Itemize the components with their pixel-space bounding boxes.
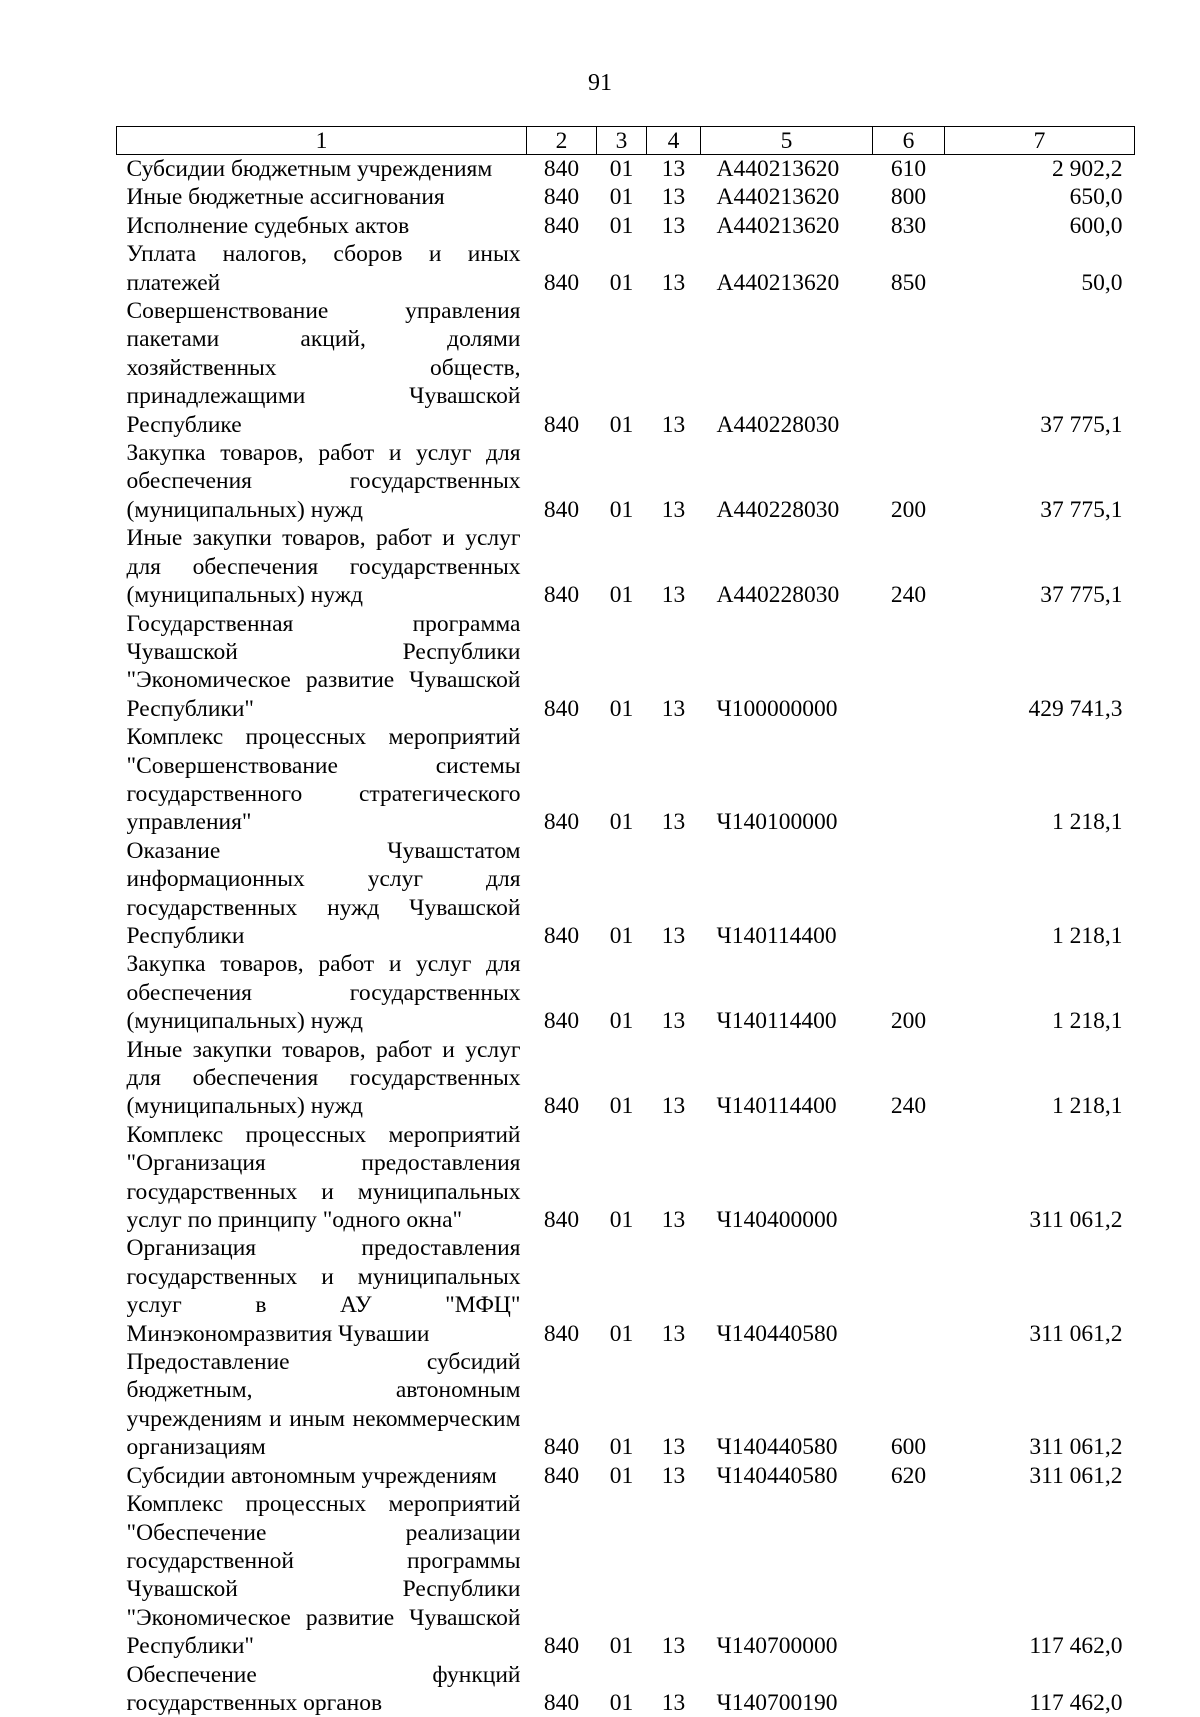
amount: 117 462,0 (1029, 1689, 1123, 1716)
expense-type-code: 240 (890, 582, 927, 609)
expense-type-code: 600 (890, 1434, 927, 1461)
target-article-code: А440228030 (716, 411, 840, 438)
subsection-code: 13 (661, 184, 686, 211)
ministry-code: 840 (543, 1633, 580, 1660)
target-article-code: А440213620 (716, 212, 840, 239)
amount: 37 775,1 (1040, 496, 1123, 523)
target-article-code: А440228030 (716, 582, 840, 609)
table-row (117, 1490, 1135, 1660)
section-code: 01 (609, 156, 634, 182)
target-article-code: А440213620 (716, 269, 840, 296)
subsection-code: 13 (661, 269, 686, 296)
column-header: 4 (647, 127, 701, 155)
expense-type-code: 200 (890, 496, 927, 523)
amount: 650,0 (1069, 184, 1123, 211)
ministry-code: 840 (543, 695, 580, 722)
subsection-code: 13 (661, 411, 686, 438)
subsection-code: 13 (661, 212, 686, 239)
table-row (117, 723, 1135, 837)
section-code: 01 (609, 809, 634, 836)
ministry-code: 840 (543, 156, 580, 182)
subsection-code: 13 (661, 1207, 686, 1234)
section-code: 01 (609, 1093, 634, 1120)
target-article-code: Ч140700190 (716, 1689, 838, 1716)
target-article-code: Ч140440580 (716, 1434, 838, 1461)
amount: 37 775,1 (1040, 582, 1123, 609)
ministry-code: 840 (543, 411, 580, 438)
ministry-code: 840 (543, 1462, 580, 1489)
subsection-code: 13 (661, 582, 686, 609)
row-name: Организация предоставления государственных и муниципальных услуг в АУ "МФЦ" Минэкономразвития Чувашии (126, 1235, 521, 1347)
expense-type-code (873, 1121, 945, 1235)
section-code: 01 (609, 1434, 634, 1461)
budget-table (116, 126, 1135, 1717)
target-article-code: Ч100000000 (716, 695, 838, 722)
subsection-code: 13 (661, 809, 686, 836)
ministry-code: 840 (543, 582, 580, 609)
ministry-code: 840 (543, 1207, 580, 1234)
section-code: 01 (609, 1633, 634, 1660)
ministry-code: 840 (543, 1434, 580, 1461)
expense-type-code (873, 837, 945, 951)
expense-type-code (873, 1490, 945, 1660)
row-name: Уплата налогов, сборов и иных платежей (126, 241, 521, 296)
ministry-code: 840 (543, 922, 580, 949)
expense-type-code: 850 (890, 269, 927, 296)
target-article-code: Ч140700000 (716, 1633, 838, 1660)
amount: 2 902,2 (1052, 156, 1123, 182)
table-row (117, 1462, 1135, 1490)
target-article-code: Ч140114400 (716, 1008, 837, 1035)
row-name: Комплекс процессных мероприятий "Обеспечение реализации государственной программы Чувашской Республики "Экономическое развитие Чувашской Республики" (126, 1491, 521, 1660)
row-name: Совершенствование управления пакетами акций, долями хозяйственных обществ, принадлежащими Чувашской Республике (126, 298, 521, 438)
amount: 1 218,1 (1052, 1008, 1123, 1035)
header-row (117, 127, 1135, 155)
subsection-code: 13 (661, 1633, 686, 1660)
row-name: Иные бюджетные ассигнования (126, 184, 445, 211)
page-number: 91 (588, 70, 612, 96)
expense-type-code: 610 (890, 156, 927, 182)
section-code: 01 (609, 1462, 634, 1489)
column-header: 1 (117, 127, 527, 155)
subsection-code: 13 (661, 922, 686, 949)
subsection-code: 13 (661, 156, 686, 182)
ministry-code: 840 (543, 809, 580, 836)
table-row (117, 1234, 1135, 1348)
ministry-code: 840 (543, 1320, 580, 1347)
amount: 311 061,2 (1029, 1434, 1123, 1461)
row-name: Субсидии бюджетным учреждениям (126, 156, 493, 182)
expense-type-code (873, 610, 945, 724)
row-name: Исполнение судебных актов (126, 212, 410, 239)
section-code: 01 (609, 1320, 634, 1347)
column-header: 6 (873, 127, 945, 155)
row-name: Предоставление субсидий бюджетным, автономным учреждениям и иным некоммерческим организациям (126, 1349, 521, 1461)
column-header: 3 (597, 127, 647, 155)
target-article-code: Ч140114400 (716, 1093, 837, 1120)
expense-type-code (873, 297, 945, 439)
row-name: Обеспечение функций государственных органов (126, 1661, 521, 1716)
expense-type-code (873, 1661, 945, 1717)
table-row (117, 1121, 1135, 1235)
section-code: 01 (609, 269, 634, 296)
amount: 1 218,1 (1052, 922, 1123, 949)
table-row (117, 297, 1135, 439)
amount: 1 218,1 (1052, 809, 1123, 836)
column-header: 5 (701, 127, 873, 155)
table-row (117, 524, 1135, 609)
table-row (117, 610, 1135, 724)
target-article-code: Ч140400000 (716, 1207, 838, 1234)
amount: 117 462,0 (1029, 1633, 1123, 1660)
expense-type-code: 800 (890, 184, 927, 211)
ministry-code: 840 (543, 496, 580, 523)
section-code: 01 (609, 1689, 634, 1716)
target-article-code: Ч140114400 (716, 922, 837, 949)
row-name: Закупка товаров, работ и услуг для обеспечения государственных (муниципальных) нужд (126, 440, 521, 523)
table-row (117, 1661, 1135, 1717)
section-code: 01 (609, 212, 634, 239)
amount: 311 061,2 (1029, 1462, 1123, 1489)
section-code: 01 (609, 1008, 634, 1035)
section-code: 01 (609, 184, 634, 211)
row-name: Закупка товаров, работ и услуг для обеспечения государственных (муниципальных) нужд (126, 951, 521, 1035)
table-row (117, 240, 1135, 297)
row-name: Оказание Чувашстатом информационных услуг для государственных нужд Чувашской Республики (126, 837, 521, 949)
section-code: 01 (609, 1207, 634, 1234)
ministry-code: 840 (543, 1093, 580, 1120)
target-article-code: Ч140440580 (716, 1462, 838, 1489)
expense-type-code (873, 1234, 945, 1348)
row-name: Иные закупки товаров, работ и услуг для обеспечения государственных (муниципальных) нужд (126, 525, 521, 609)
expense-type-code (873, 723, 945, 837)
subsection-code: 13 (661, 1462, 686, 1489)
table-row (117, 837, 1135, 951)
table-row (117, 439, 1135, 524)
amount: 600,0 (1069, 212, 1123, 239)
target-article-code: А440228030 (716, 496, 840, 523)
column-header: 7 (945, 127, 1135, 155)
ministry-code: 840 (543, 1689, 580, 1716)
row-name: Субсидии автономным учреждениям (126, 1462, 497, 1489)
subsection-code: 13 (661, 1093, 686, 1120)
ministry-code: 840 (543, 269, 580, 296)
amount: 50,0 (1081, 269, 1123, 296)
expense-type-code: 200 (890, 1008, 927, 1035)
amount: 311 061,2 (1029, 1320, 1123, 1347)
table-row (117, 183, 1135, 211)
subsection-code: 13 (661, 1320, 686, 1347)
target-article-code: А440213620 (716, 156, 840, 182)
subsection-code: 13 (661, 695, 686, 722)
subsection-code: 13 (661, 1689, 686, 1716)
amount: 1 218,1 (1052, 1093, 1123, 1120)
section-code: 01 (609, 411, 634, 438)
row-name: Государственная программа Чувашской Республики "Экономическое развитие Чувашской Республики" (126, 610, 521, 722)
expense-type-code: 240 (890, 1093, 927, 1120)
target-article-code: Ч140440580 (716, 1320, 838, 1347)
section-code: 01 (609, 582, 634, 609)
section-code: 01 (609, 695, 634, 722)
table-row (117, 950, 1135, 1035)
table-row (117, 1348, 1135, 1462)
ministry-code: 840 (543, 1008, 580, 1035)
target-article-code: Ч140100000 (716, 809, 838, 836)
amount: 37 775,1 (1040, 411, 1123, 438)
section-code: 01 (609, 496, 634, 523)
row-name: Иные закупки товаров, работ и услуг для обеспечения государственных (муниципальных) нужд (126, 1036, 521, 1120)
expense-type-code: 620 (890, 1462, 927, 1489)
subsection-code: 13 (661, 1008, 686, 1035)
row-name: Комплекс процессных мероприятий "Совершенствование системы государственного стратегического управления" (126, 724, 521, 836)
column-header: 2 (527, 127, 597, 155)
row-name: Комплекс процессных мероприятий "Организация предоставления государственных и муниципальных услуг по принципу "одного окна" (126, 1121, 521, 1234)
subsection-code: 13 (661, 496, 686, 523)
expense-type-code: 830 (890, 212, 927, 239)
target-article-code: А440213620 (716, 184, 840, 211)
ministry-code: 840 (543, 184, 580, 211)
table-row (117, 212, 1135, 240)
subsection-code: 13 (661, 1434, 686, 1461)
amount: 429 741,3 (1028, 695, 1123, 722)
amount: 311 061,2 (1029, 1207, 1123, 1234)
table-row (117, 155, 1135, 184)
table-row (117, 1036, 1135, 1121)
ministry-code: 840 (543, 212, 580, 239)
section-code: 01 (609, 922, 634, 949)
